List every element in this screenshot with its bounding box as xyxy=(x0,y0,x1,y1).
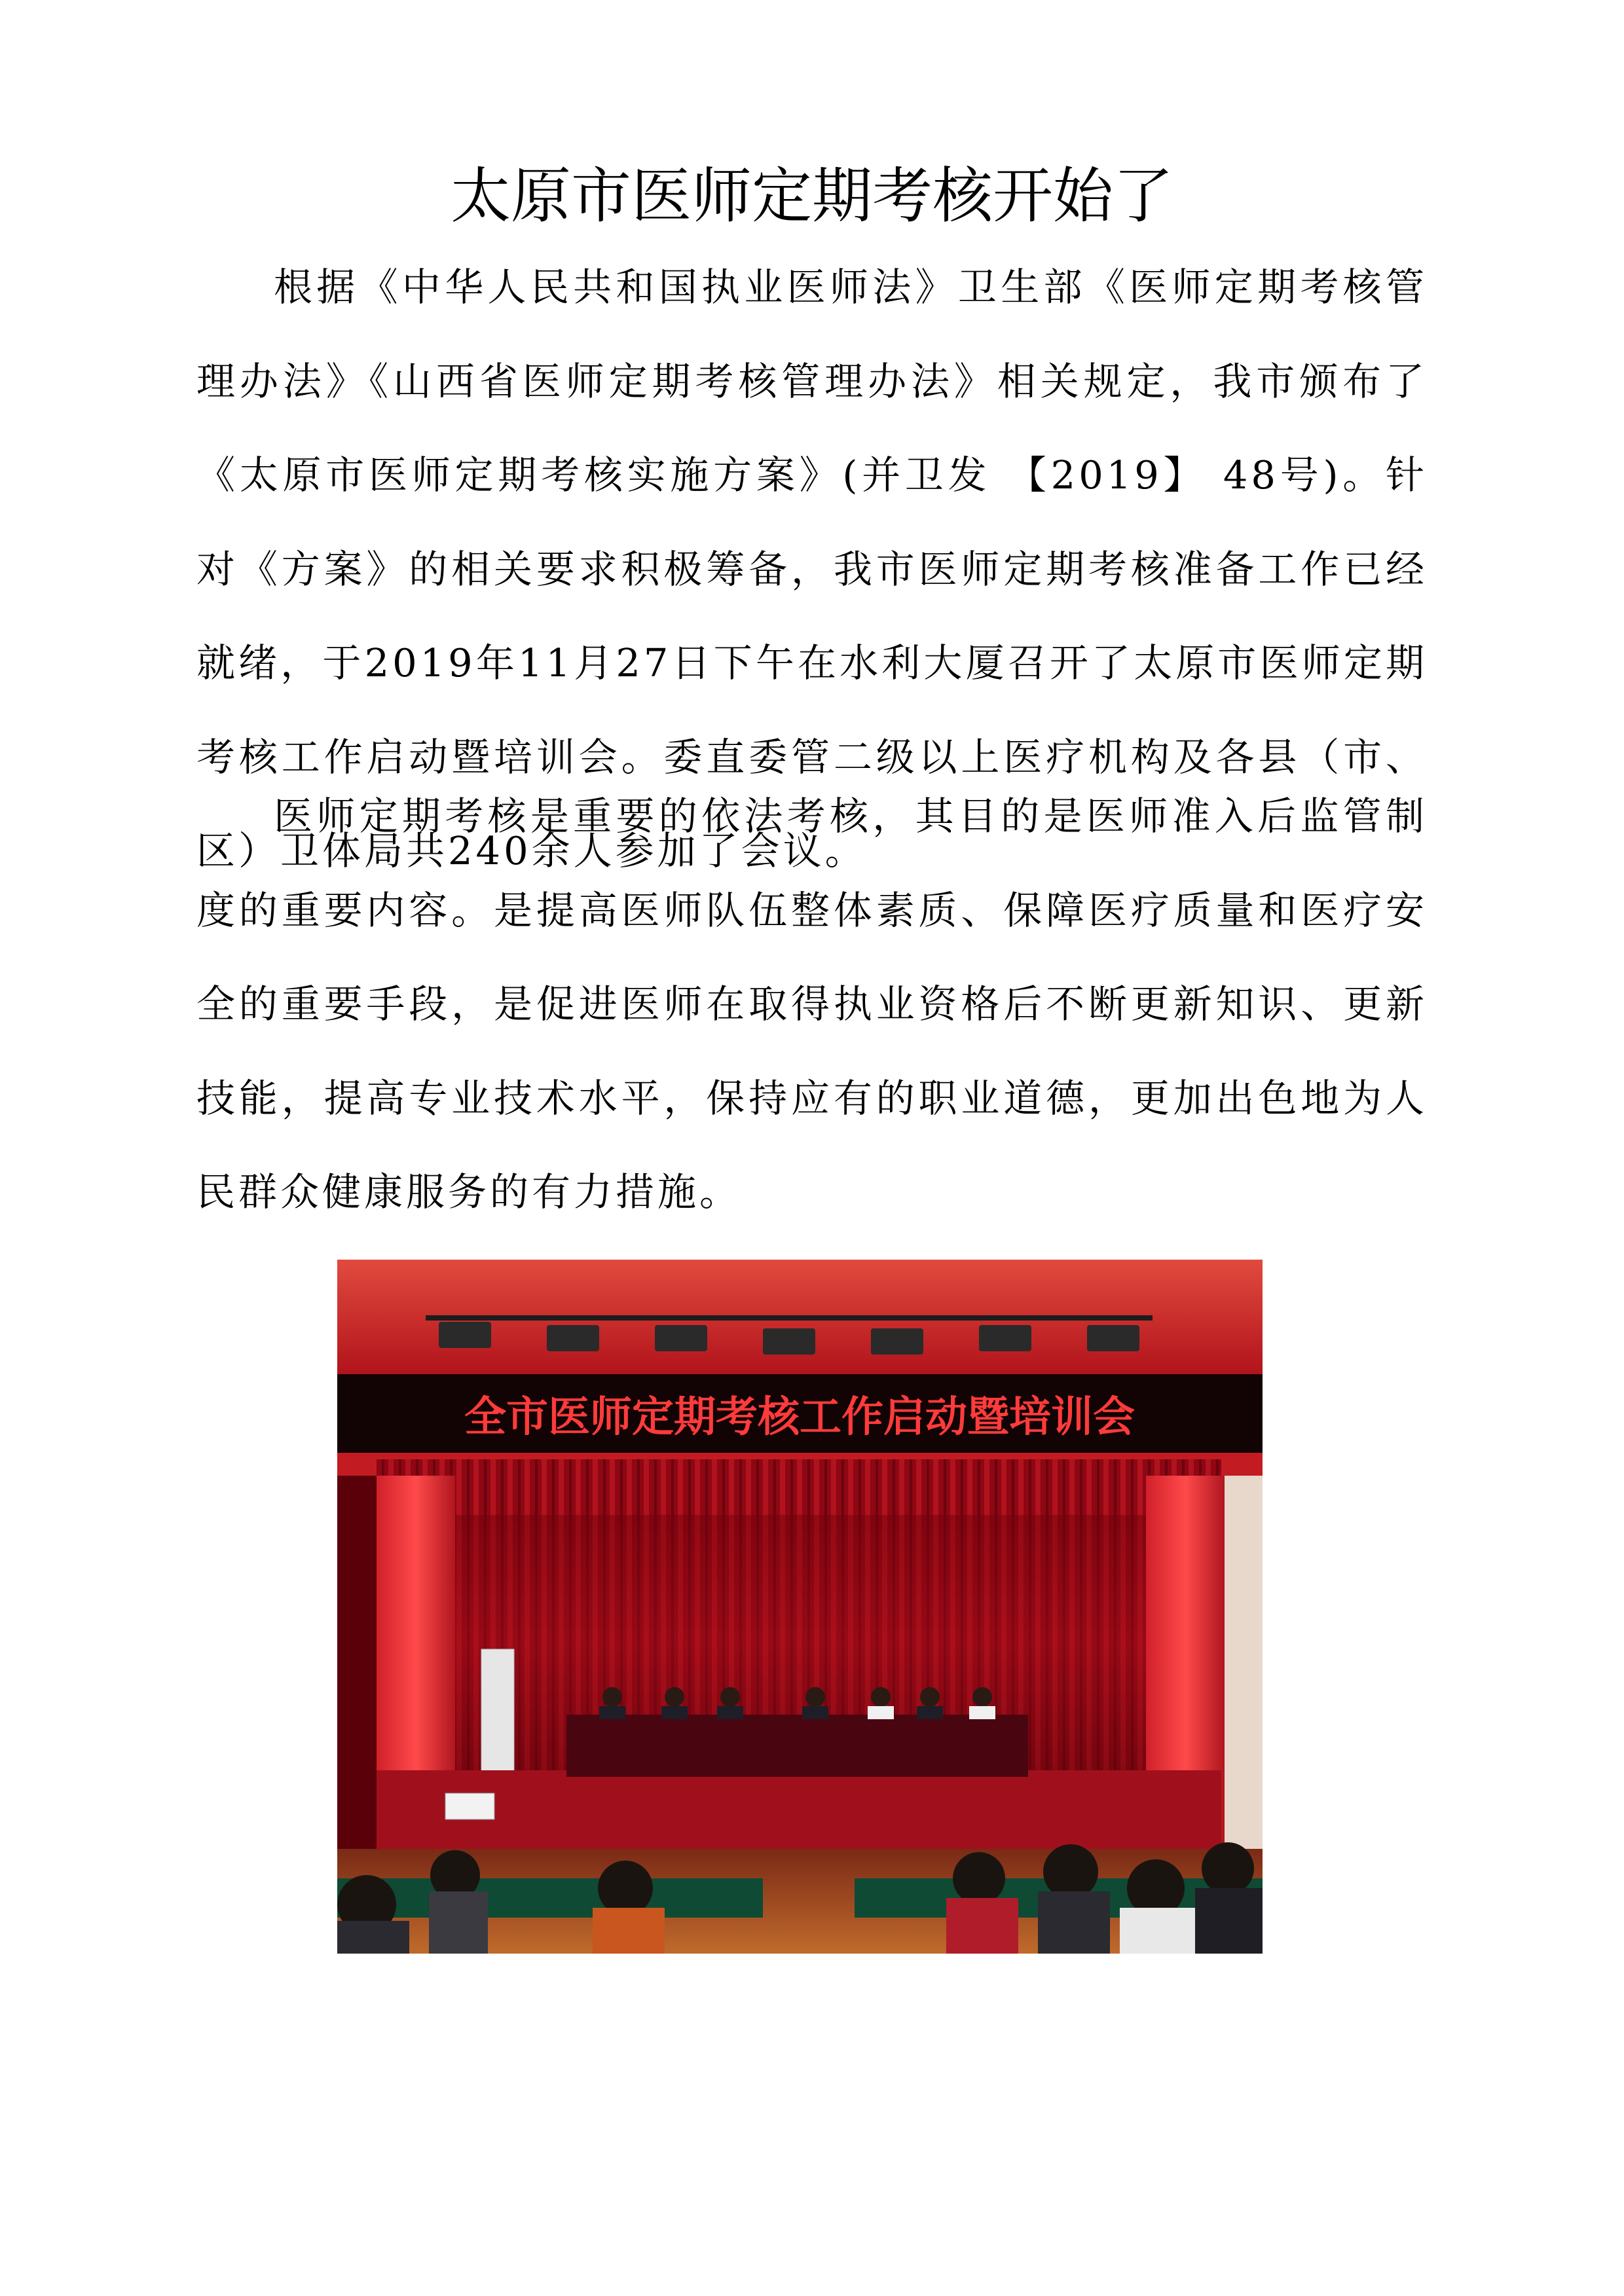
projector xyxy=(445,1793,494,1819)
meeting-photo xyxy=(337,1260,1263,1954)
stage xyxy=(377,1770,1221,1849)
head-table xyxy=(566,1715,1028,1777)
paragraph-2: 医师定期考核是重要的依法考核，其目的是医师准入后监管制度的重要内容。是提高医师队伍整体素质、保障医疗质量和医疗安全的重要手段，是促进医师在取得执业资格后不断更新知识、更新技能，提高专业技术水平，保持应有的职业道德，更加出色地为人民群众健康服务的有力措施。 xyxy=(196,793,1428,1214)
audience-table-left xyxy=(337,1878,763,1918)
banner-text: 全市医师定期考核工作启动暨培训会 xyxy=(464,1393,1135,1442)
stage-valance xyxy=(377,1459,1221,1518)
document-title: 太原市医师定期考核开始了 xyxy=(450,161,1173,231)
paragraph-1: 根据《中华人民共和国执业医师法》卫生部《医师定期考核管理办法》《山西省医师定期考核管理办法》相关规定，我市颁布了《太原市医师定期考核实施方案》(并卫发 【2019】 48号)。针对《方案》的相关要求积极筹备，我市医师定期考核准备工作已经就绪，于2019年11月27日下午在水利大厦召开了太原市医师定期考核工作启动暨培训会。委直委管二级以上医疗机构及各县（市、区）卫体局共240余人参加了会议。 xyxy=(196,264,1428,873)
